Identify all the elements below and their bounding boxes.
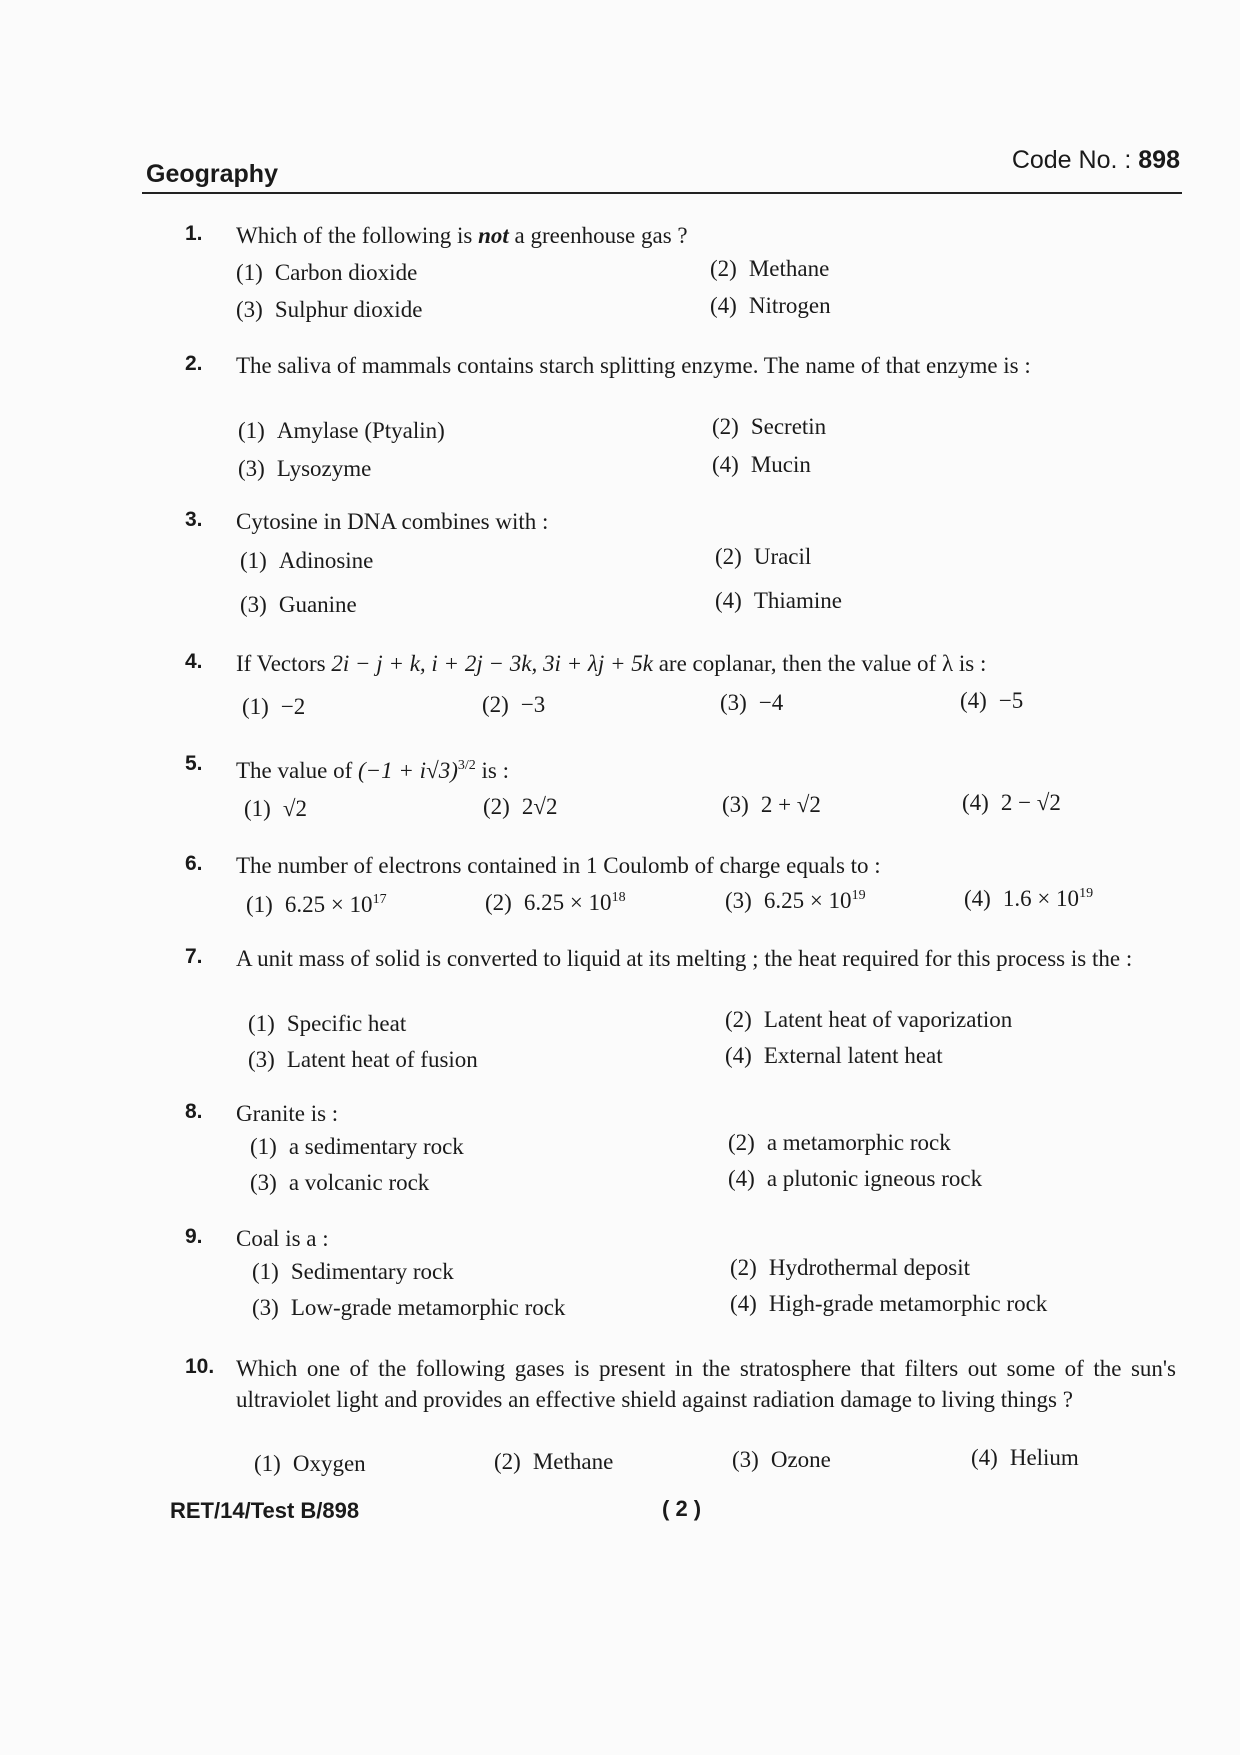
option-4: (4) 2 − √2 [962,790,1061,815]
header-rule [142,192,1182,194]
option-2: (2) $6.25 \times 10^{18}$ [485,890,626,915]
option-2: (2) Methane [494,1449,614,1474]
question-text: The value of $(-1 + i√3)^{3/2}$ is : [236,758,509,783]
question-text: The saliva of mammals contains starch splitting enzyme. The name of that enzyme is : [236,353,1031,378]
code-number [1012,146,1180,175]
option-2: (2) −3 [482,692,546,717]
option-3: (3) $6.25 \times 10^{19}$ [725,888,866,913]
question-number: 3. [185,508,203,531]
question-number: 1. [185,222,203,245]
question-number: 9. [185,1225,203,1248]
option-1: (1) Sedimentary rock [252,1259,454,1284]
option-1: (1) −2 [242,694,306,719]
page-number: ( 2 ) [662,1496,702,1521]
option-3: (3) Latent heat of fusion [248,1047,478,1072]
option-4: (4) Helium [971,1445,1079,1470]
code-value: 898 [1138,146,1180,174]
question-number: 7. [185,945,203,968]
question-number: 4. [185,650,203,673]
option-2: (2) Methane [710,256,830,281]
option-1: (1) Amylase (Ptyalin) [238,418,445,443]
option-3: (3) Sulphur dioxide [236,297,423,322]
option-1: (1) Specific heat [248,1011,407,1036]
subject-title: Geography [146,160,278,188]
question-text: Cytosine in DNA combines with : [236,509,549,534]
option-2: (2) Latent heat of vaporization [725,1007,1013,1032]
code-label: Code No. : [1011,146,1132,174]
question-text: The number of electrons contained in 1 Coulomb of charge equals to : [236,853,881,878]
question-number: 10. [185,1355,215,1378]
option-2: (2) 2√2 [483,794,558,819]
option-2: (2) Uracil [715,544,812,569]
question-text: Which of the following is not a greenhouse gas ? [236,223,688,248]
option-4: (4) a plutonic igneous rock [728,1166,983,1191]
option-4: (4) Mucin [712,452,811,477]
option-3: (3) −4 [720,690,784,715]
option-1: (1) Carbon dioxide [236,260,418,285]
option-1: (1) Oxygen [254,1451,366,1476]
option-3: (3) Ozone [732,1447,831,1472]
option-3: (3) Lysozyme [238,456,372,481]
option-4: (4) High-grade metamorphic rock [730,1291,1048,1316]
option-4: (4) Thiamine [715,588,842,613]
option-2: (2) a metamorphic rock [728,1130,951,1155]
question-text: Coal is a : [236,1226,329,1251]
question-text: A unit mass of solid is converted to liquid at its melting ; the heat required for this process is the : [236,946,1133,971]
option-3: (3) a volcanic rock [250,1170,430,1195]
option-4: (4) −5 [960,688,1024,713]
question-text: Which one of the following gases is present in the stratosphere that filters out some of the sun's ultraviolet light and provides an effective shield against radiation damage to living things ? [236,1356,1176,1412]
question-number: 6. [185,852,203,875]
question-text: If Vectors 2i − j + k, i + 2j − 3k, 3i + λj + 5k are coplanar, then the value of λ is : [236,651,987,676]
option-4: (4) External latent heat [725,1043,943,1068]
option-1: (1) a sedimentary rock [250,1134,464,1159]
option-2: (2) Secretin [712,414,827,439]
question-number: 2. [185,352,203,375]
option-3: (3) Guanine [240,592,357,617]
option-3: (3) Low-grade metamorphic rock [252,1295,566,1320]
option-2: (2) Hydrothermal deposit [730,1255,971,1280]
option-1: (1) √2 [244,796,307,821]
paper-code-footer: RET/14/Test B/898 [170,1498,360,1523]
page-header [142,140,1182,192]
option-1: (1) Adinosine [240,548,374,573]
option-3: (3) 2 + √2 [722,792,821,817]
option-1: (1) $6.25 \times 10^{17}$ [246,892,387,917]
question-number: 5. [185,752,203,775]
option-4: (4) $1.6 \times 10^{19}$ [964,886,1094,911]
option-4: (4) Nitrogen [710,293,831,318]
question-text: Granite is : [236,1101,339,1126]
question-number: 8. [185,1100,203,1123]
